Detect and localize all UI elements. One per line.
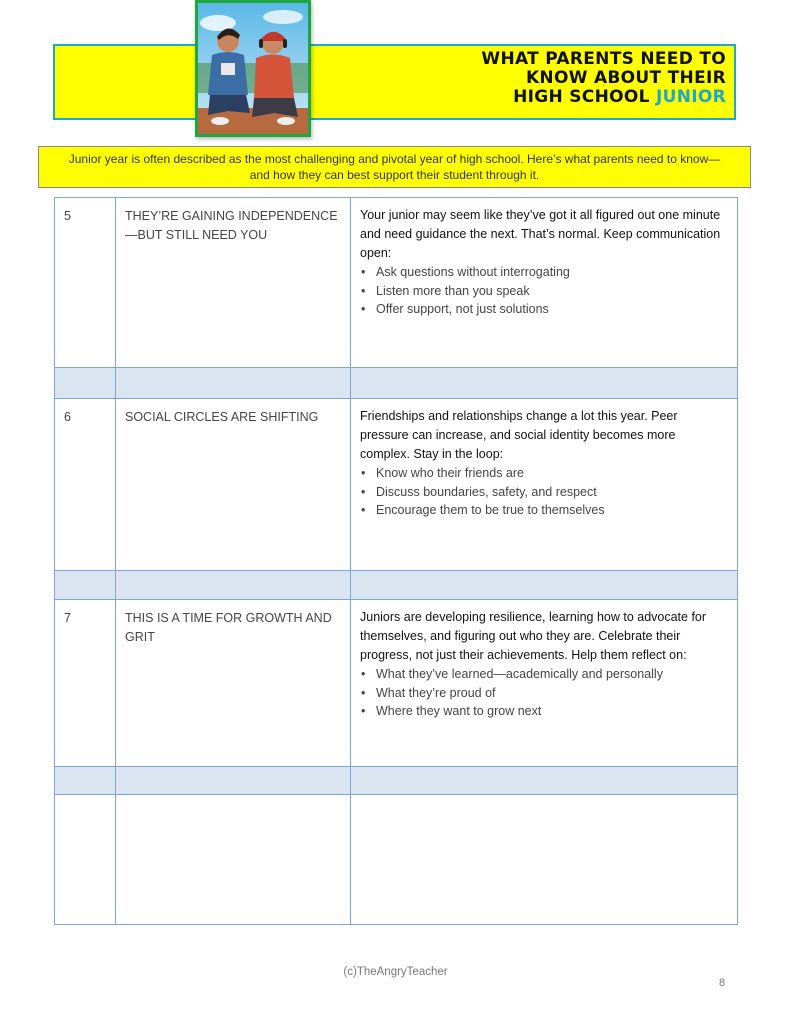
row-number: 6 bbox=[55, 399, 116, 571]
list-item: • Ask questions without interrogating bbox=[376, 263, 728, 282]
tips-table bbox=[54, 197, 738, 925]
empty-cell bbox=[351, 795, 738, 925]
intro-banner: Junior year is often described as the most challenging and pivotal year of high school. Here’s what parents need to know—and how they can best support their student through it. bbox=[38, 146, 751, 188]
row-heading: THIS IS A TIME FOR GROWTH AND GRIT bbox=[116, 600, 351, 767]
table-row bbox=[55, 600, 738, 767]
page-number: 8 bbox=[719, 977, 726, 989]
illustration-two-teen-boys-icon bbox=[198, 3, 308, 134]
list-item: • Discuss boundaries, safety, and respect bbox=[376, 483, 728, 502]
empty-cell bbox=[55, 795, 116, 925]
page-title bbox=[481, 50, 726, 107]
title-line-3 bbox=[481, 88, 726, 107]
empty-cell bbox=[116, 795, 351, 925]
spacer-cell bbox=[55, 571, 116, 600]
bullet-list bbox=[360, 263, 728, 319]
table-spacer-row bbox=[55, 767, 738, 795]
row-number: 7 bbox=[55, 600, 116, 767]
list-item: • Where they want to grow next bbox=[376, 702, 728, 721]
spacer-cell bbox=[55, 368, 116, 399]
row-details bbox=[351, 399, 738, 571]
title-line-3-prefix: HIGH SCHOOL bbox=[513, 87, 650, 107]
row-heading: THEY’RE GAINING INDEPENDENCE—BUT STILL NEED YOU bbox=[116, 198, 351, 368]
row-description: Juniors are developing resilience, learning how to advocate for themselves, and figuring out who they are. Celebrate their progress, not just their achievements. Help them reflect on: bbox=[360, 610, 707, 662]
table-row bbox=[55, 399, 738, 571]
title-line-2: KNOW ABOUT THEIR bbox=[525, 68, 726, 88]
spacer-cell bbox=[116, 368, 351, 399]
list-item: • What they’ve learned—academically and personally bbox=[376, 665, 728, 684]
spacer-cell bbox=[116, 571, 351, 600]
spacer-cell bbox=[116, 767, 351, 795]
spacer-cell bbox=[351, 571, 738, 600]
row-number: 5 bbox=[55, 198, 116, 368]
list-item: • What they’re proud of bbox=[376, 684, 728, 703]
row-description: Friendships and relationships change a lot this year. Peer pressure can increase, and social identity becomes more complex. Stay in the loop: bbox=[360, 409, 678, 461]
spacer-cell bbox=[351, 767, 738, 795]
row-details bbox=[351, 198, 738, 368]
list-item: • Know who their friends are bbox=[376, 464, 728, 483]
header-illustration bbox=[195, 0, 311, 137]
title-accent-word: JUNIOR bbox=[655, 87, 726, 107]
row-description: Your junior may seem like they’ve got it all figured out one minute and need guidance the next. That’s normal. Keep communication open: bbox=[360, 208, 721, 260]
row-heading: SOCIAL CIRCLES ARE SHIFTING bbox=[116, 399, 351, 571]
list-item: • Offer support, not just solutions bbox=[376, 300, 728, 319]
title-line-1: WHAT PARENTS NEED TO bbox=[481, 49, 726, 69]
list-item: • Encourage them to be true to themselves bbox=[376, 501, 728, 520]
footer-credit: (c)TheAngryTeacher bbox=[343, 966, 448, 978]
spacer-cell bbox=[351, 368, 738, 399]
table-empty-row bbox=[55, 795, 738, 925]
bullet-list bbox=[360, 464, 728, 520]
spacer-cell bbox=[55, 767, 116, 795]
table-row bbox=[55, 198, 738, 368]
row-details bbox=[351, 600, 738, 767]
bullet-list bbox=[360, 665, 728, 721]
table-spacer-row bbox=[55, 368, 738, 399]
list-item: • Listen more than you speak bbox=[376, 282, 728, 301]
title-band bbox=[53, 44, 736, 120]
table-spacer-row bbox=[55, 571, 738, 600]
